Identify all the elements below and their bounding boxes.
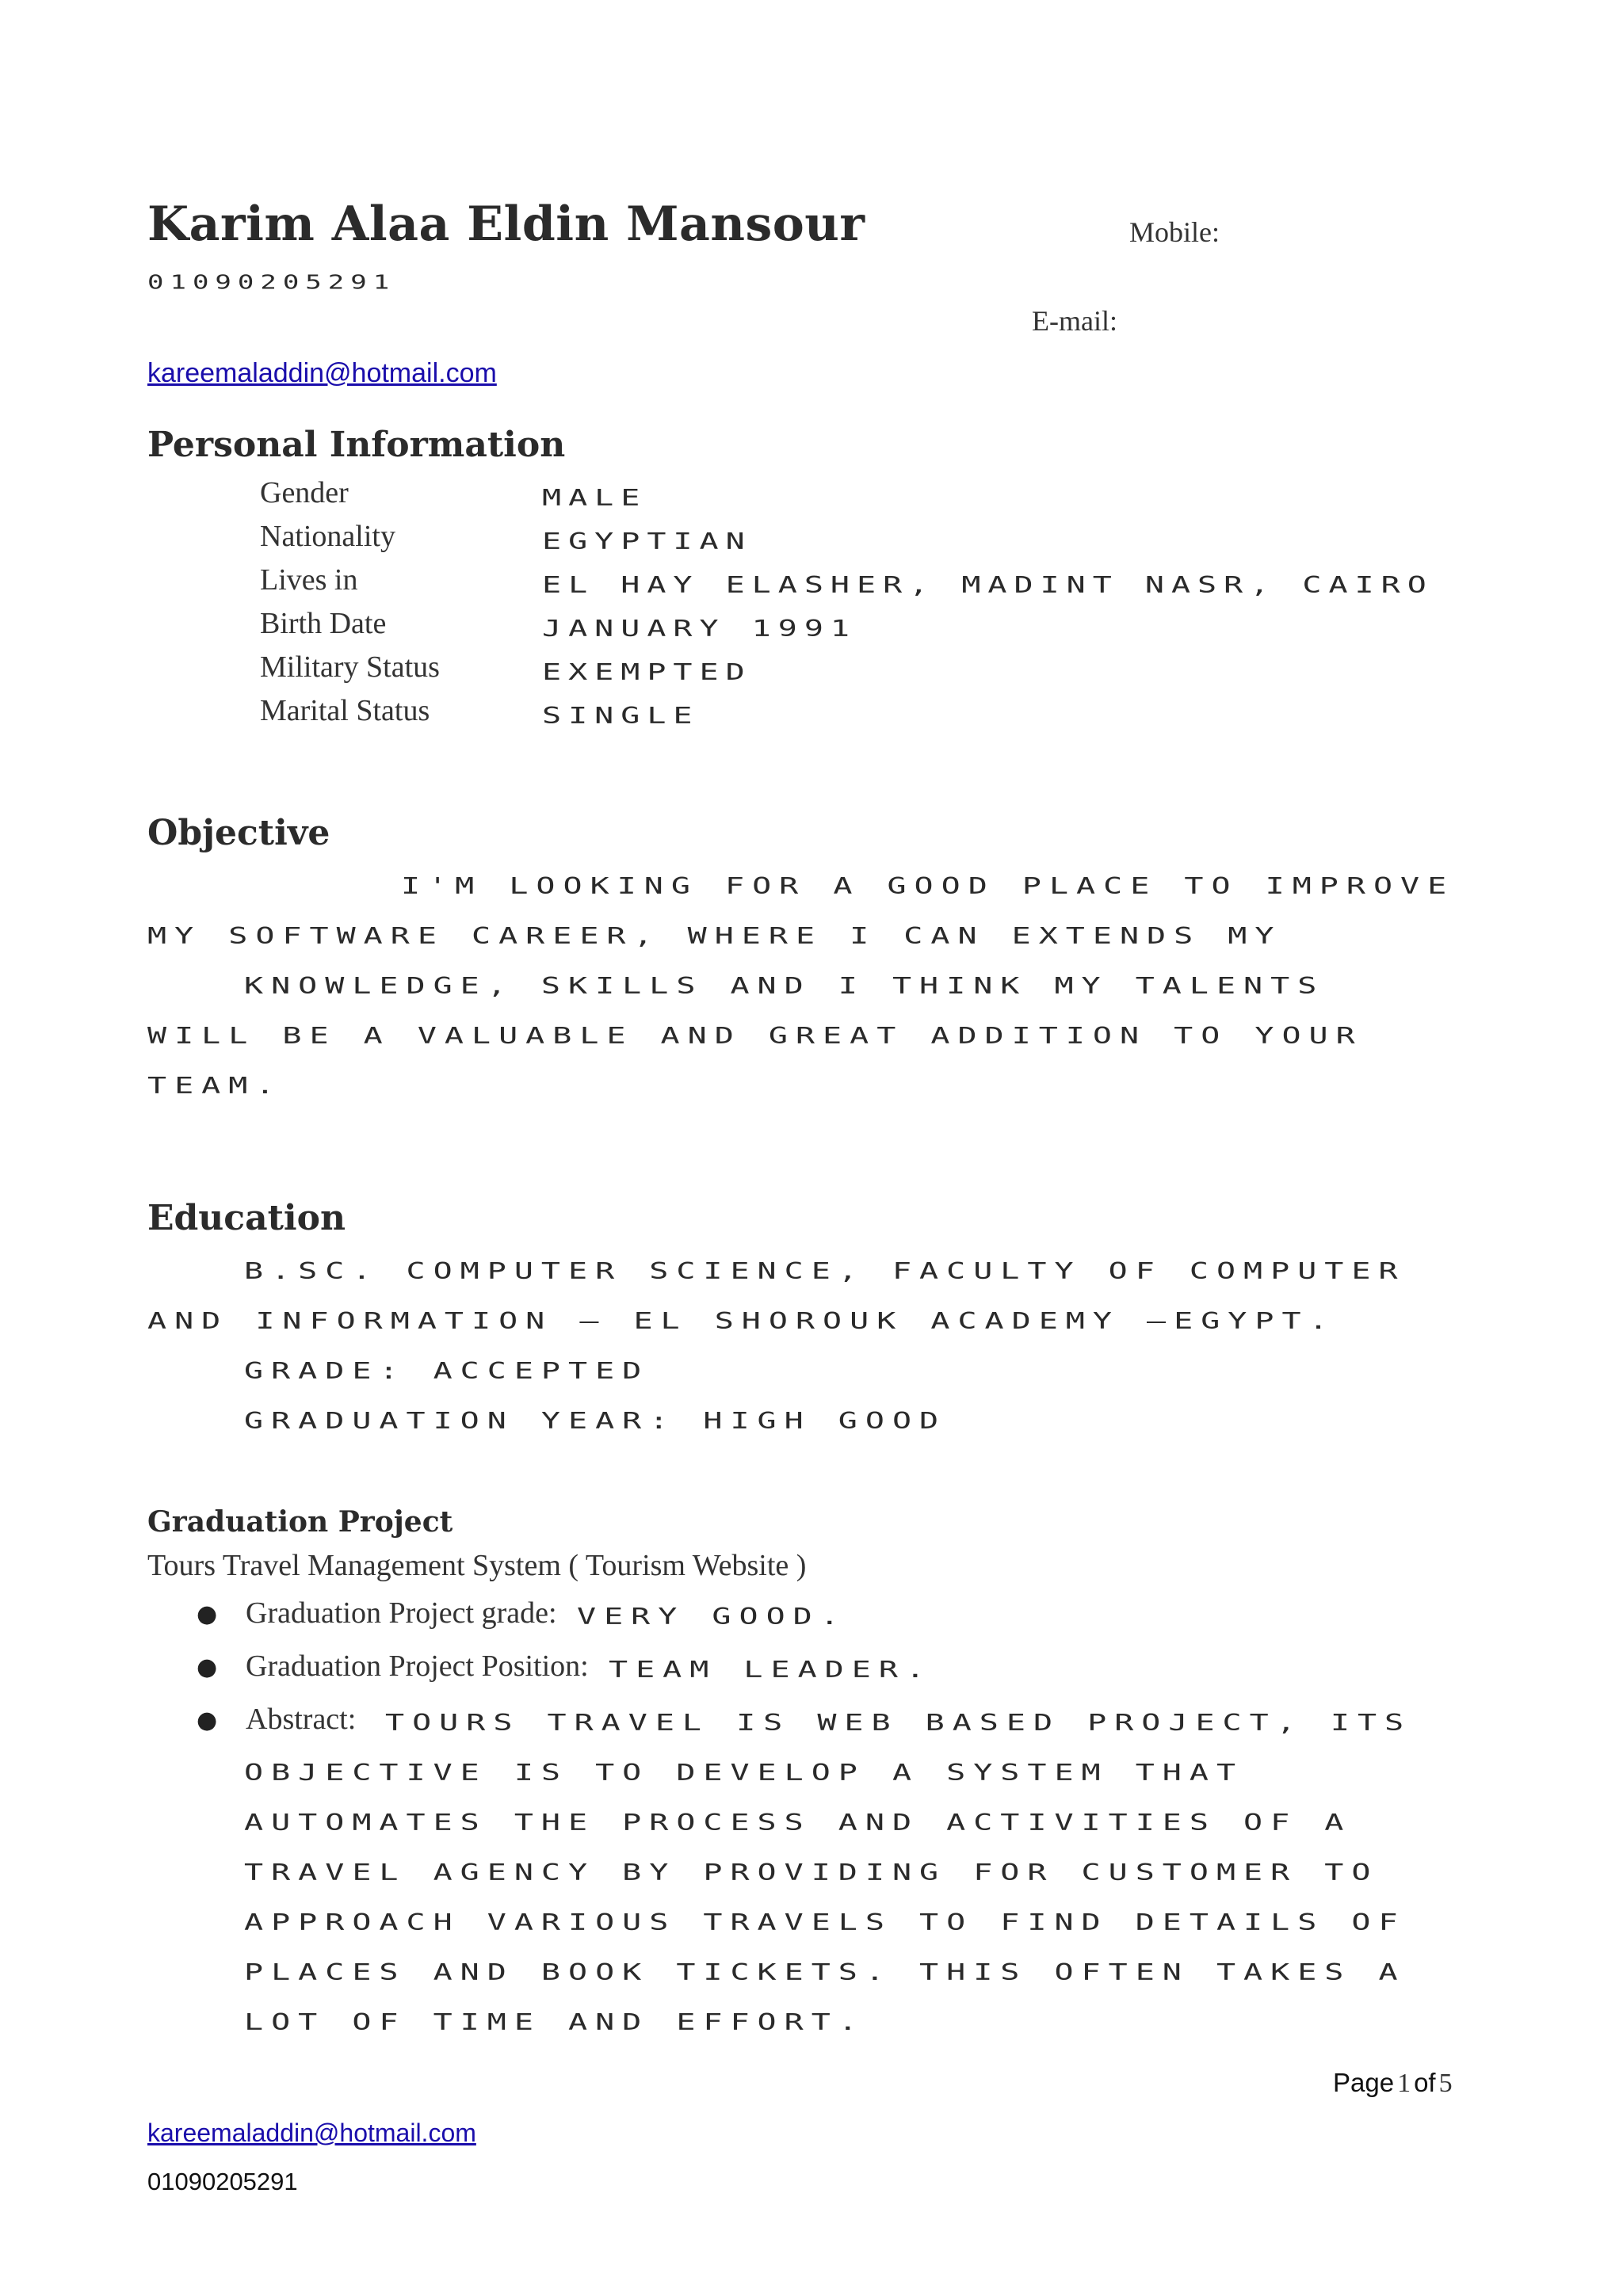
abstract-line-6: PLACES AND BOOK TICKETS. THIS OFTEN TAKES A xyxy=(244,1959,1406,1986)
project-position-label: Graduation Project Position: xyxy=(246,1650,589,1683)
education-graduation-year: GRADUATION YEAR: HIGH GOOD xyxy=(244,1408,947,1435)
abstract-line-5: APPROACH VARIOUS TRAVELS TO FIND DETAILS OF xyxy=(244,1909,1406,1936)
bullet-icon: ● xyxy=(197,1653,218,1681)
candidate-name: Karim Alaa Eldin Mansour xyxy=(147,196,865,252)
project-position-value: TEAM LEADER. xyxy=(609,1657,933,1684)
page-of: of xyxy=(1414,2068,1436,2097)
education-heading: Education xyxy=(147,1198,346,1238)
project-abstract-label: Abstract: xyxy=(246,1703,357,1736)
objective-line-5: TEAM. xyxy=(147,1073,283,1100)
education-grade: GRADE: ACCEPTED xyxy=(244,1358,650,1385)
abstract-line-4: TRAVEL AGENCY BY PROVIDING FOR CUSTOMER TO xyxy=(244,1859,1379,1886)
mobile-label: Mobile: xyxy=(1129,216,1220,248)
bullet-icon: ● xyxy=(197,1707,218,1734)
page-current: 1 xyxy=(1397,2069,1411,2098)
graduation-project-heading: Graduation Project xyxy=(147,1505,453,1539)
bullet-icon: ● xyxy=(197,1600,218,1628)
project-grade-label: Graduation Project grade: xyxy=(246,1596,557,1630)
mobile-value xyxy=(147,271,395,303)
footer-phone: 01090205291 xyxy=(147,2168,298,2195)
education-line-2: AND INFORMATION – EL SHOROUK ACADEMY –EGYPT. xyxy=(147,1308,1336,1335)
birth-date-value: JANUARY 1991 xyxy=(542,616,857,643)
page-total: 5 xyxy=(1438,2069,1453,2098)
abstract-line-2: OBJECTIVE IS TO DEVELOP A SYSTEM THAT xyxy=(244,1760,1244,1787)
abstract-line-1: TOURS TRAVEL IS WEB BASED PROJECT, ITS xyxy=(385,1710,1412,1737)
page-label: Page xyxy=(1333,2068,1395,2097)
military-status-value: EXEMPTED xyxy=(542,659,752,686)
objective-line-4: WILL BE A VALUABLE AND GREAT ADDITION TO YOUR xyxy=(147,1023,1363,1050)
objective-line-3: KNOWLEDGE, SKILLS AND I THINK MY TALENTS xyxy=(244,973,1325,1000)
project-title: Tours Travel Management System ( Tourism Website ) xyxy=(147,1549,807,1582)
marital-status-value: SINGLE xyxy=(542,703,700,730)
gender-label: Gender xyxy=(260,476,349,509)
nationality-label: Nationality xyxy=(260,520,395,553)
military-status-label: Military Status xyxy=(260,650,440,684)
nationality-value: EGYPTIAN xyxy=(542,528,752,555)
page-number xyxy=(1333,2068,1453,2099)
mobile-number: 01090205291 xyxy=(147,271,396,294)
personal-info-heading: Personal Information xyxy=(147,425,566,465)
email-label: E-mail: xyxy=(1032,305,1117,337)
project-grade-value: VERY GOOD. xyxy=(577,1604,847,1630)
gender-value: MALE xyxy=(542,485,647,512)
email-link[interactable]: kareemaladdin@hotmail.com xyxy=(147,358,497,388)
lives-in-value: EL HAY ELASHER, MADINT NASR, CAIRO xyxy=(542,572,1434,599)
objective-heading: Objective xyxy=(147,813,330,853)
footer-email-link[interactable]: kareemaladdin@hotmail.com xyxy=(147,2119,476,2147)
lives-in-label: Lives in xyxy=(260,563,358,597)
abstract-line-7: LOT OF TIME AND EFFORT. xyxy=(244,2009,865,2036)
objective-line-1: I'M LOOKING FOR A GOOD PLACE TO IMPROVE xyxy=(401,873,1455,900)
education-line-1: B.SC. COMPUTER SCIENCE, FACULTY OF COMPUTER xyxy=(244,1258,1406,1285)
objective-line-2: MY SOFTWARE CAREER, WHERE I CAN EXTENDS MY xyxy=(147,923,1282,950)
marital-status-label: Marital Status xyxy=(260,694,430,727)
abstract-line-3: AUTOMATES THE PROCESS AND ACTIVITIES OF A xyxy=(244,1810,1352,1836)
birth-date-label: Birth Date xyxy=(260,607,387,640)
